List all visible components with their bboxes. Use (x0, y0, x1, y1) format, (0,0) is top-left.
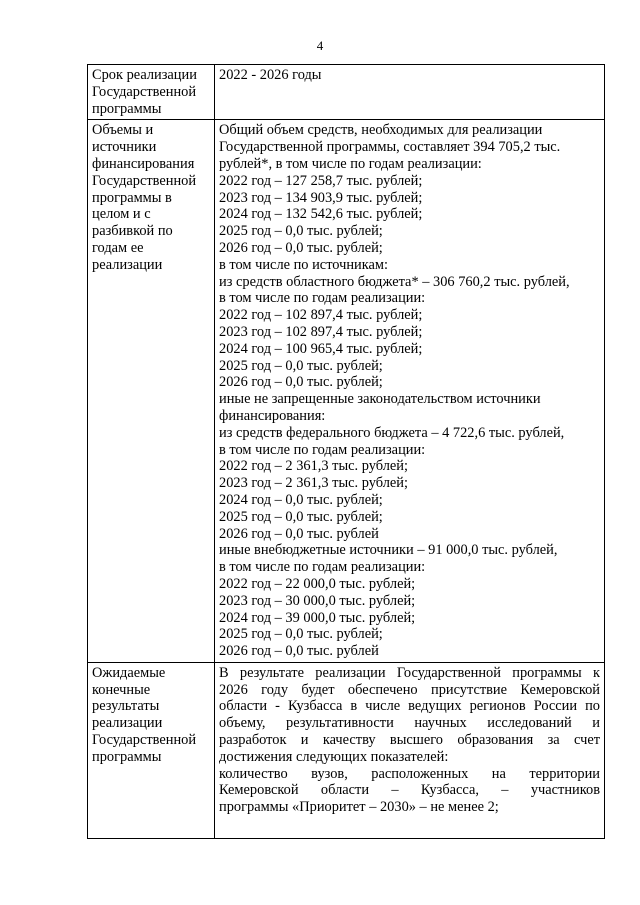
label-line: разбивкой по (92, 223, 173, 240)
value-line: иные не запрещенные законодательством источники (219, 391, 541, 408)
value-line: в том числе по годам реализации: (219, 290, 426, 307)
label-line: годам ее (92, 239, 144, 256)
value-line: 2023 год – 134 903,9 тыс. рублей; (219, 189, 423, 206)
value-line: 2026 год – 0,0 тыс. рублей (219, 643, 379, 660)
value-line: 2022 год – 127 258,7 тыс. рублей; (219, 172, 423, 189)
value-line: финансирования: (219, 407, 326, 424)
value-line: программы «Приоритет – 2030» – не менее 2; (219, 799, 499, 816)
value-line: 2023 год – 102 897,4 тыс. рублей; (219, 323, 423, 340)
value-line: В результате реализации Государственной программы к (219, 664, 600, 681)
value-line: из средств федерального бюджета – 4 722,6 тыс. рублей, (219, 424, 565, 441)
value-line: 2025 год – 0,0 тыс. рублей; (219, 626, 383, 643)
value-line: иные внебюджетные источники – 91 000,0 тыс. рублей, (219, 542, 558, 559)
row-label-implementation-period (88, 65, 215, 120)
label-line: Объемы и (92, 122, 154, 139)
value-line: Общий объем средств, необходимых для реализации (219, 122, 543, 139)
label-line: программы (92, 748, 162, 765)
value-line: 2024 год – 0,0 тыс. рублей; (219, 491, 383, 508)
label-line: Государственной (92, 172, 197, 189)
value-line: количество вузов, расположенных на территории (219, 765, 600, 782)
value-line: в том числе по источникам: (219, 256, 389, 273)
label-line: источники (92, 139, 157, 156)
value-line: 2024 год – 100 965,4 тыс. рублей; (219, 340, 423, 357)
table-row-funding (88, 120, 605, 663)
label-line: Срок реализации (92, 67, 197, 83)
label-line: Государственной (92, 83, 197, 100)
table-row-implementation-period (88, 65, 605, 120)
value-line: 2025 год – 0,0 тыс. рублей; (219, 223, 383, 240)
value-line: Государственной программы, составляет 394 705,2 тыс. (219, 139, 561, 156)
value-line: рублей*, в том числе по годам реализации: (219, 155, 482, 172)
value-line: в том числе по годам реализации: (219, 559, 426, 576)
label-line: программы в (92, 189, 172, 206)
value-line: 2025 год – 0,0 тыс. рублей; (219, 508, 383, 525)
value-line: 2026 год – 0,0 тыс. рублей; (219, 374, 383, 391)
value-line: из средств областного бюджета* – 306 760,2 тыс. рублей, (219, 273, 570, 290)
label-line: целом и с (92, 206, 151, 223)
value-line: разработок и качеству высшего образования за счет (219, 732, 600, 749)
value-line: 2023 год – 30 000,0 тыс. рублей; (219, 592, 416, 609)
label-line: программы (92, 100, 162, 117)
value-line: в том числе по годам реализации: (219, 441, 426, 458)
value-line: 2025 год – 0,0 тыс. рублей; (219, 357, 383, 374)
value-line: 2022 - 2026 годы (219, 67, 322, 83)
value-line: 2024 год – 39 000,0 тыс. рублей; (219, 609, 416, 626)
value-line: 2023 год – 2 361,3 тыс. рублей; (219, 475, 408, 492)
label-line: конечные (92, 681, 151, 698)
value-line: 2022 год – 2 361,3 тыс. рублей; (219, 458, 408, 475)
label-line: Ожидаемые (92, 664, 166, 681)
label-line: результаты (92, 698, 160, 715)
value-line: Кемеровской области – Кузбасса, – участников (219, 782, 600, 799)
label-line: реализации (92, 715, 163, 732)
row-value-implementation-period (215, 65, 605, 120)
value-line: области - Кузбасса в числе ведущих регионов России по (219, 698, 600, 715)
value-line: 2026 год – 0,0 тыс. рублей; (219, 239, 383, 256)
label-line: реализации (92, 256, 163, 273)
label-line: финансирования (92, 155, 195, 172)
program-passport-table (87, 64, 605, 839)
value-line: 2024 год – 132 542,6 тыс. рублей; (219, 206, 423, 223)
row-value-expected-results (215, 662, 605, 838)
value-line: достижения следующих показателей: (219, 748, 449, 765)
value-line: 2026 год – 0,0 тыс. рублей (219, 525, 379, 542)
table-row-expected-results (88, 662, 605, 838)
row-label-expected-results (88, 662, 215, 838)
row-label-funding (88, 120, 215, 663)
value-line: 2022 год – 102 897,4 тыс. рублей; (219, 307, 423, 324)
value-line: 2026 году будет обеспечено присутствие Кемеровской (219, 681, 600, 698)
label-line: Государственной (92, 732, 197, 749)
row-value-funding (215, 120, 605, 663)
value-line: 2022 год – 22 000,0 тыс. рублей; (219, 575, 416, 592)
page-number: 4 (316, 38, 324, 53)
value-line: объему, результативности научных исследований и (219, 715, 600, 732)
